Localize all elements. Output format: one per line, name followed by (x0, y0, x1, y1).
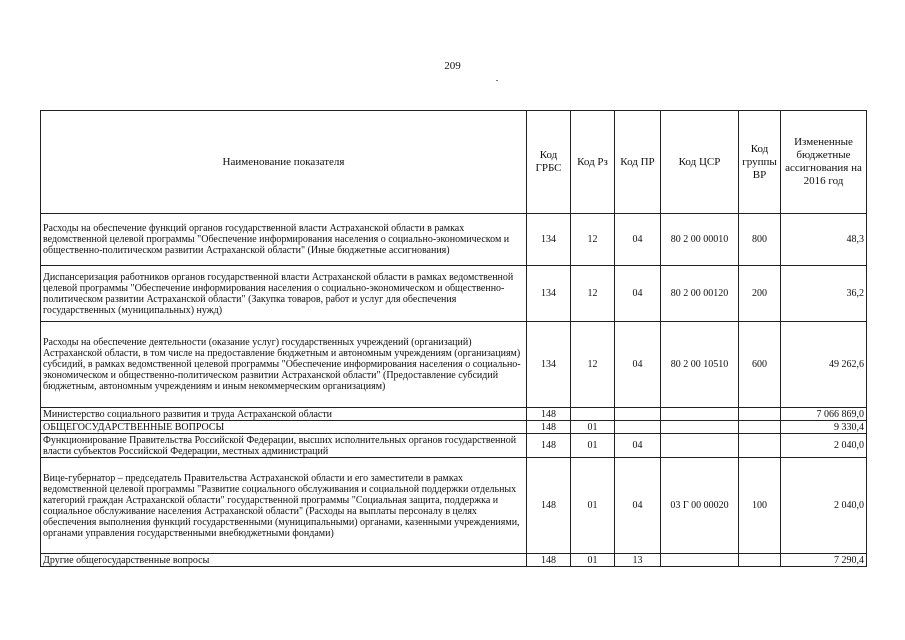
cell-grbs: 148 (527, 458, 571, 554)
budget-table (40, 110, 867, 567)
cell-vr: 100 (739, 458, 781, 554)
table-row (41, 322, 867, 408)
cell-csr (661, 554, 739, 567)
cell-csr (661, 434, 739, 458)
cell-amount: 7 066 869,0 (781, 408, 867, 421)
cell-rz: 01 (571, 421, 615, 434)
table-row (41, 266, 867, 322)
table-header-row (41, 111, 867, 214)
cell-name: Вице-губернатор – председатель Правительства Астраханской области и его заместители в рамках ведомственной целевой программы "Развитие социального обслуживания и социальной поддержки отдельных категорий граждан Астраханской области" государственной программы "Социальная защита, поддержка и социальное обслуживание населения Астраханской области" (Расходы на выплаты персоналу в целях обеспечения выполнения функций государственными (муниципальными) органами, казенными учреждениями, органами управления государственными внебюджетными фондами) (41, 458, 527, 554)
cell-rz: 01 (571, 554, 615, 567)
cell-rz: 01 (571, 434, 615, 458)
cell-name: Министерство социального развития и труда Астраханской области (41, 408, 527, 421)
cell-amount: 48,3 (781, 214, 867, 266)
cell-name: Другие общегосударственные вопросы (41, 554, 527, 567)
cell-pr (615, 421, 661, 434)
header-grbs: Код ГРБС (527, 111, 571, 214)
cell-grbs: 134 (527, 322, 571, 408)
cell-csr: 80 2 00 10510 (661, 322, 739, 408)
table-row (41, 434, 867, 458)
cell-pr: 04 (615, 458, 661, 554)
cell-rz (571, 408, 615, 421)
cell-grbs: 148 (527, 554, 571, 567)
header-csr: Код ЦСР (661, 111, 739, 214)
cell-name: Расходы на обеспечение деятельности (оказание услуг) государственных учреждений (организаций) Астраханской области, в том числе на предоставление бюджетным и автономным учреждениям (организациям) субсидий, в рамках ведомственной целевой программы "Обеспечение информирования населения о социально-экономическом и общественно-политическом развитии Астраханской области" (Предоставление субсидий бюджетным, автономным учреждениям и иным некоммерческим организациям) (41, 322, 527, 408)
cell-csr: 03 Г 00 00020 (661, 458, 739, 554)
cell-amount: 9 330,4 (781, 421, 867, 434)
header-pr: Код ПР (615, 111, 661, 214)
cell-pr: 04 (615, 266, 661, 322)
cell-amount: 2 040,0 (781, 458, 867, 554)
table-row (41, 421, 867, 434)
cell-grbs: 148 (527, 421, 571, 434)
cell-vr: 200 (739, 266, 781, 322)
cell-vr: 800 (739, 214, 781, 266)
header-name: Наименование показателя (41, 111, 527, 214)
header-amount: Измененные бюджетные ассигнования на 2016 год (781, 111, 867, 214)
cell-amount: 49 262,6 (781, 322, 867, 408)
cell-rz: 01 (571, 458, 615, 554)
page-number: 209 (444, 60, 461, 72)
cell-pr: 04 (615, 434, 661, 458)
cell-vr (739, 408, 781, 421)
cell-pr: 04 (615, 322, 661, 408)
cell-name: Диспансеризация работников органов государственной власти Астраханской области в рамках ведомственной целевой программы "Обеспечение информирования населения о социально-экономическом и общественно-политическом развитии Астраханской области" (Закупка товаров, работ и услуг для обеспечения государственных (муниципальных) нужд) (41, 266, 527, 322)
cell-csr: 80 2 00 00010 (661, 214, 739, 266)
cell-csr: 80 2 00 00120 (661, 266, 739, 322)
cell-vr (739, 434, 781, 458)
cell-grbs: 148 (527, 408, 571, 421)
cell-vr: 600 (739, 322, 781, 408)
cell-rz: 12 (571, 214, 615, 266)
header-rz: Код Рз (571, 111, 615, 214)
cell-rz: 12 (571, 266, 615, 322)
table-row (41, 458, 867, 554)
cell-amount: 2 040,0 (781, 434, 867, 458)
cell-name: ОБЩЕГОСУДАРСТВЕННЫЕ ВОПРОСЫ (41, 421, 527, 434)
cell-grbs: 148 (527, 434, 571, 458)
header-vr: Код группы ВР (739, 111, 781, 214)
cell-rz: 12 (571, 322, 615, 408)
cell-vr (739, 421, 781, 434)
cell-pr: 13 (615, 554, 661, 567)
cell-pr (615, 408, 661, 421)
cell-name: Функционирование Правительства Российской Федерации, высших исполнительных органов государственной власти субъектов Российской Федерации, местных администраций (41, 434, 527, 458)
scan-speck (496, 80, 498, 81)
cell-grbs: 134 (527, 266, 571, 322)
cell-amount: 7 290,4 (781, 554, 867, 567)
table-row (41, 554, 867, 567)
cell-amount: 36,2 (781, 266, 867, 322)
cell-grbs: 134 (527, 214, 571, 266)
cell-csr (661, 421, 739, 434)
table-row (41, 408, 867, 421)
cell-csr (661, 408, 739, 421)
table-body (41, 214, 867, 567)
cell-vr (739, 554, 781, 567)
cell-name: Расходы на обеспечение функций органов государственной власти Астраханской области в рамках ведомственной целевой программы "Обеспечение информирования населения о социально-экономическом и общественно-политическом развитии Астраханской области" (Иные бюджетные ассигнования) (41, 214, 527, 266)
table-row (41, 214, 867, 266)
cell-pr: 04 (615, 214, 661, 266)
